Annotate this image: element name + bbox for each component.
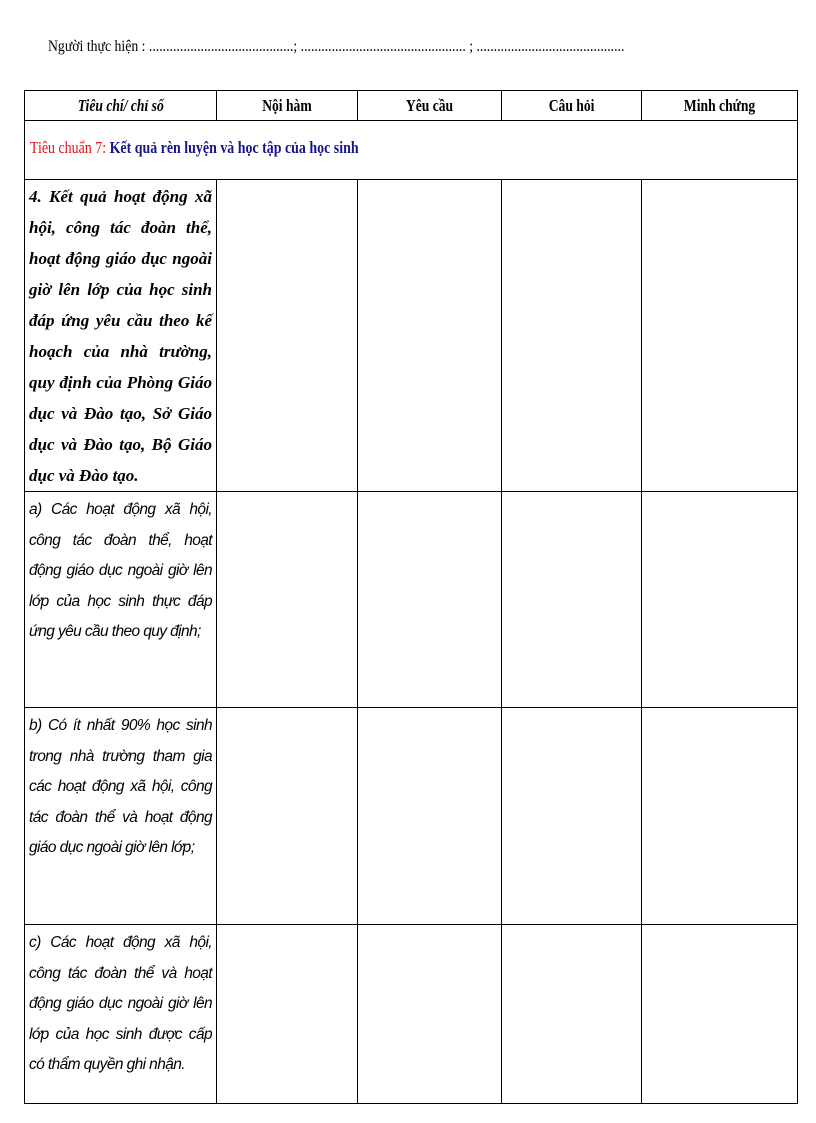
criterion-text: a) Các hoạt động xã hội, công tác đoàn thể, hoạt động giáo dục ngoài giờ lên lớp của học sinh thực đáp ứng yêu cầu theo quy định; [29, 501, 212, 640]
table-row [25, 180, 798, 492]
column-header-question: Câu hỏi [502, 91, 642, 121]
table-row [25, 925, 798, 1104]
question-cell[interactable] [502, 708, 642, 925]
criterion-cell [25, 708, 217, 925]
evidence-cell[interactable] [642, 492, 798, 708]
column-header-content: Nội hàm [217, 91, 358, 121]
standard-label: Tiêu chuẩn 7: [29, 138, 107, 157]
content-cell[interactable] [217, 925, 358, 1104]
evidence-cell[interactable] [642, 180, 798, 492]
table-row [25, 492, 798, 708]
evidence-cell[interactable] [642, 708, 798, 925]
column-header-criterion: Tiêu chí/ chỉ số [25, 91, 217, 121]
criteria-table [24, 90, 798, 1104]
evidence-cell[interactable] [642, 925, 798, 1104]
content-cell[interactable] [217, 708, 358, 925]
criterion-text: c) Các hoạt động xã hội, công tác đoàn thể và hoạt động giáo dục ngoài giờ lên lớp của học sinh được cấp có thẩm quyền ghi nhận. [29, 934, 212, 1073]
table-row [25, 708, 798, 925]
criterion-text: 4. Kết quả hoạt động xã hội, công tác đoàn thể, hoạt động giáo dục ngoài giờ lên lớp của học sinh đáp ứng yêu cầu theo kế hoạch của nhà trường, quy định của Phòng Giáo dục và Đào tạo, Sở Giáo dục và Đào tạo, Bộ Giáo dục và Đào tạo. [29, 187, 212, 485]
question-cell[interactable] [502, 492, 642, 708]
content-cell[interactable] [217, 180, 358, 492]
requirement-cell[interactable] [358, 180, 502, 492]
requirement-cell[interactable] [358, 708, 502, 925]
criterion-text: b) Có ít nhất 90% học sinh trong nhà trường tham gia các hoạt động xã hội, công tác đoàn thể và hoạt động giáo dục ngoài giờ lên lớp; [29, 717, 212, 856]
performer-line: Người thực hiện : ..........................................; ................................................ ; ........................................... [48, 38, 625, 55]
requirement-cell[interactable] [358, 925, 502, 1104]
standard-title: Kết quả rèn luyện và học tập của học sinh [109, 138, 359, 157]
question-cell[interactable] [502, 180, 642, 492]
criterion-cell [25, 492, 217, 708]
criterion-cell [25, 925, 217, 1104]
column-header-requirement: Yêu cầu [358, 91, 502, 121]
question-cell[interactable] [502, 925, 642, 1104]
requirement-cell[interactable] [358, 492, 502, 708]
table-header-row [25, 91, 798, 121]
column-header-evidence: Minh chứng [642, 91, 798, 121]
standard-cell [25, 121, 798, 180]
standard-row [25, 121, 798, 180]
criterion-cell [25, 180, 217, 492]
content-cell[interactable] [217, 492, 358, 708]
